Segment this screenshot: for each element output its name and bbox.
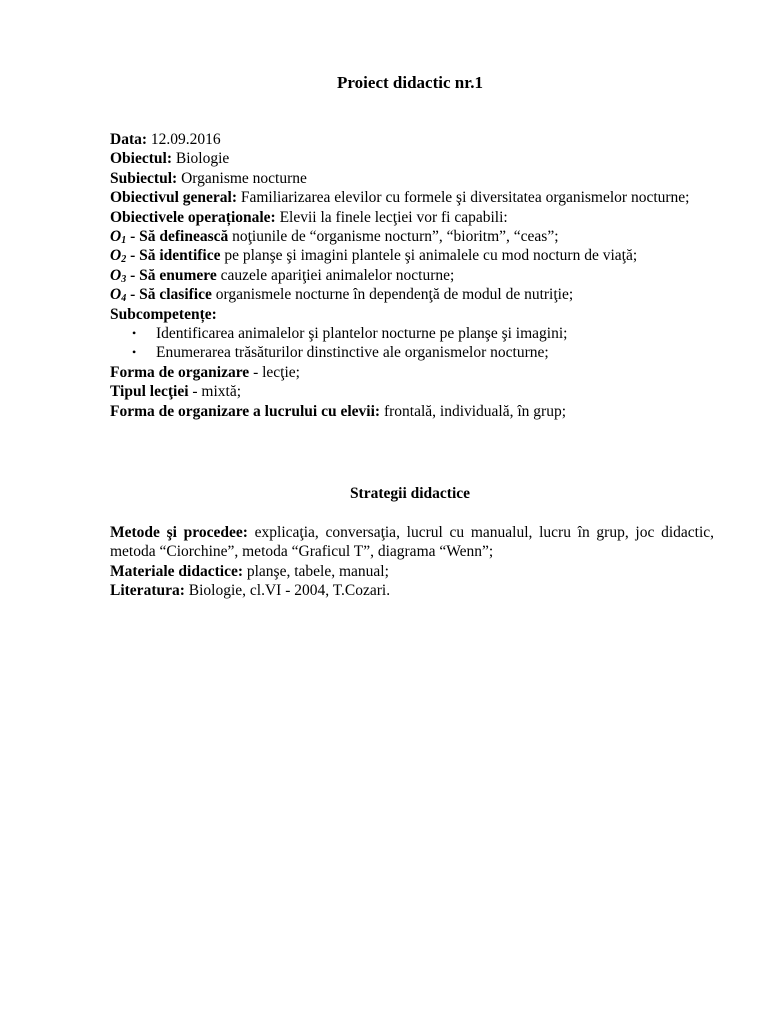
- date-value: 12.09.2016: [147, 131, 221, 148]
- lesson-type: [110, 382, 714, 401]
- subcompetences-list: [110, 324, 714, 363]
- literature: [110, 581, 714, 600]
- materials-label: Materiale didactice:: [110, 562, 243, 580]
- literature-label: Literatura:: [110, 582, 185, 600]
- list-item: • Identificarea animalelor şi plantelor nocturne pe planşe şi imagini;: [132, 325, 568, 343]
- work-form-value: frontală, individuală, în grup;: [380, 402, 567, 420]
- general-objective-value: Familiarizarea elevilor cu formele şi diversitatea organismelor nocturne;: [237, 189, 690, 207]
- methods: [110, 523, 714, 562]
- work-form: [110, 402, 714, 421]
- topic-label: Subiectul:: [110, 169, 178, 187]
- subject-line: [110, 149, 714, 168]
- list-item: • Enumerarea trăsăturilor dinstinctive ale organismelor nocturne;: [132, 344, 549, 362]
- objective-verb: Să enumere: [139, 266, 217, 284]
- organization-form-value: - lecţie;: [249, 363, 300, 381]
- objective-verb: Să clasifice: [139, 286, 212, 304]
- objective-code: $O_2$: [110, 247, 127, 266]
- objective-verb: Să identifice: [139, 247, 221, 265]
- operational-objectives-value: Elevii la finele lecţiei vor fi capabili:: [275, 208, 508, 226]
- subject-value: Biologie: [172, 150, 230, 168]
- operational-objectives: [110, 208, 714, 227]
- operational-objectives-label: Obiectivele operaționale:: [110, 208, 276, 226]
- date-label: Data:: [110, 131, 148, 148]
- bullet-icon: •: [132, 326, 137, 341]
- objective-code: $O_3$: [110, 266, 127, 285]
- methods-label: Metode şi procedee:: [110, 524, 248, 541]
- lesson-type-label: Tipul lecţiei: [110, 383, 189, 401]
- literature-value: Biologie, cl.VI - 2004, T.Cozari.: [184, 582, 391, 600]
- general-objective: [110, 188, 714, 207]
- materials: [110, 562, 714, 581]
- strategies-details: [110, 523, 714, 601]
- lesson-type-value: - mixtă;: [188, 383, 242, 401]
- objective-o1: $O_1$ - Să definească noţiunile de “organisme nocturn”, “bioritm”, “ceas”;: [110, 228, 559, 247]
- work-form-label: Forma de organizare a lucrului cu elevii:: [110, 402, 381, 420]
- general-objective-label: Obiectivul general:: [110, 189, 237, 207]
- page-title: Proiect didactic nr.1: [337, 73, 483, 92]
- objective-text: noţiunile de “organisme nocturn”, “bioritm”, “ceas”;: [228, 228, 559, 246]
- topic-value: Organisme nocturne: [177, 169, 307, 187]
- objective-text: cauzele apariţiei animalelor nocturne;: [216, 266, 455, 284]
- organization-form: [110, 363, 714, 382]
- topic-line: [110, 169, 714, 188]
- materials-value: planşe, tabele, manual;: [242, 562, 389, 580]
- bullet-icon: •: [132, 345, 137, 360]
- subcompetences-label: Subcompetențe:: [110, 305, 217, 323]
- strategies-heading: Strategii didactice: [349, 485, 471, 502]
- date-line: [110, 130, 714, 149]
- objective-o4: $O_4$ - Să clasifice organismele nocturne în dependenţă de modul de nutriţie;: [110, 286, 574, 305]
- lesson-details: [110, 130, 714, 421]
- objective-verb: Să definească: [139, 228, 229, 246]
- objective-code: $O_4$: [110, 286, 127, 305]
- objective-text: organismele nocturne în dependenţă de modul de nutriţie;: [211, 286, 574, 304]
- subject-label: Obiectul:: [110, 150, 172, 168]
- objective-code: $O_1$: [110, 228, 127, 247]
- methods-value: explicaţia, conversaţia, lucrul cu manualul, lucru în grup, joc didactic, metoda “Ciorchine”, metoda “Graficul T”, diagrama “Wenn”;: [110, 524, 715, 561]
- objective-o3: $O_3$ - Să enumere cauzele apariţiei animalelor nocturne;: [110, 266, 455, 285]
- organization-form-label: Forma de organizare: [110, 363, 250, 381]
- objective-text: pe planşe şi imagini plantele şi animalele cu mod nocturn de viaţă;: [220, 247, 638, 265]
- objective-o2: $O_2$ - Să identifice pe planşe şi imagini plantele şi animalele cu mod nocturn de viaţă;: [110, 247, 638, 266]
